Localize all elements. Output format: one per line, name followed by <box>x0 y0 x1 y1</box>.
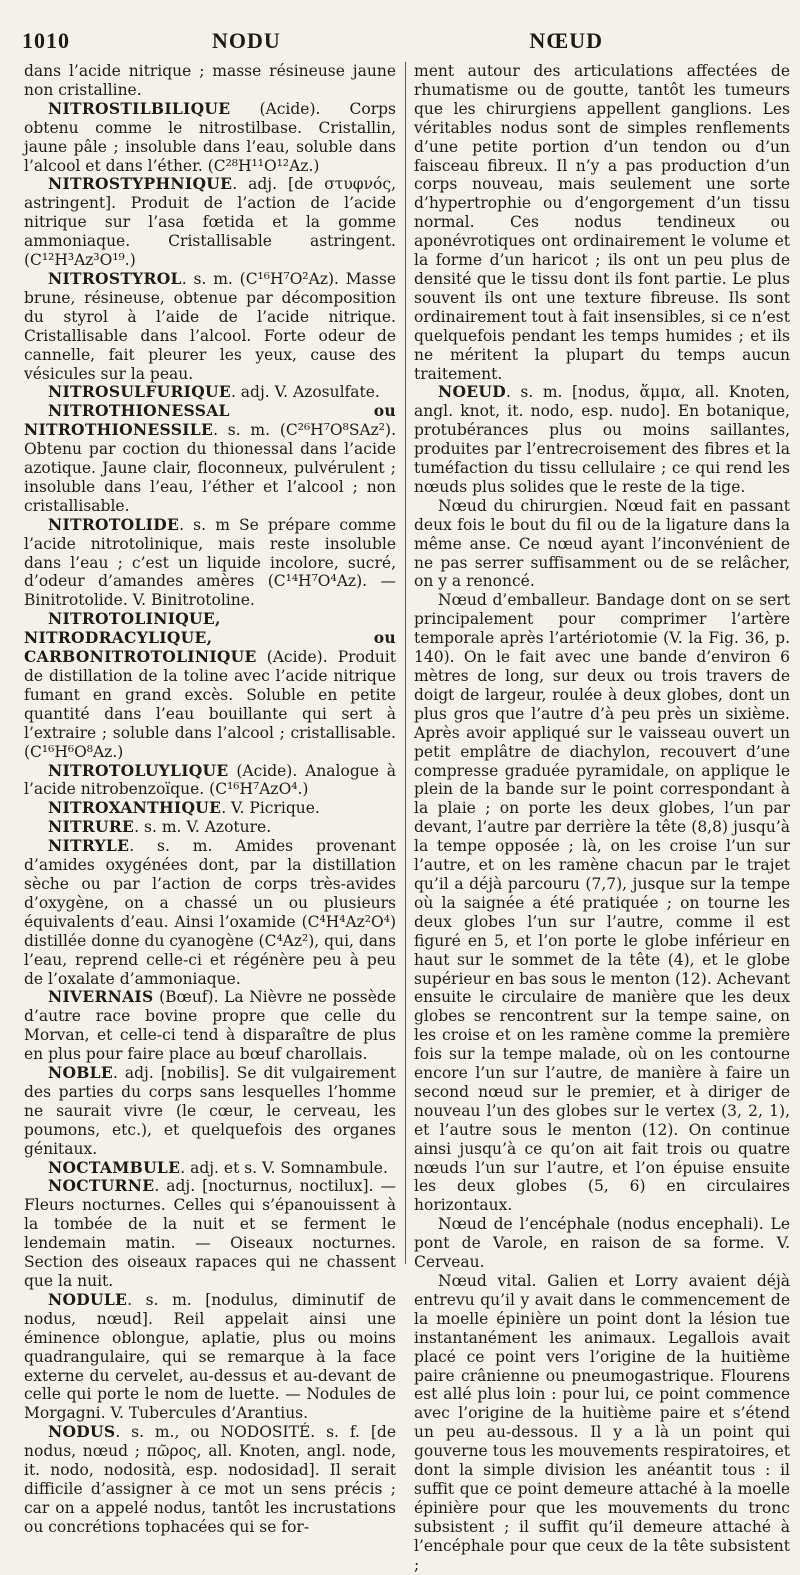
dictionary-entry <box>24 383 396 402</box>
entry-text: Nœud de l’encéphale (nodus encephali). Le pont de Varole, en raison de sa forme. V. Cerveau. <box>414 1215 790 1272</box>
dictionary-entry <box>24 610 396 761</box>
entry-text: . s. m. [nodulus, diminutif de nodus, nœud]. Reil appelait ainsi une éminence oblongue, aplatie, plus ou moins quadrangulaire, qui se remarque à la face externe du cervelet, au-dessus et au-devant de celle qui porte le nom de luette. — Nodules de Morgagni. V. Tubercules d’Arantius. <box>24 1290 396 1423</box>
dictionary-entry <box>24 270 396 383</box>
entry-text: . adj. [nobilis]. Se dit vulgairement des parties du corps sans lesquelles l’homme ne saurait vivre (le cœur, le cerveau, les poumons, etc.), et quelquefois des organes génitaux. <box>24 1064 396 1158</box>
entry-text: (Acide). Analogue à l’acide nitrobenzoïque. (C¹⁶H⁷AzO⁴.) <box>24 761 396 799</box>
entry-text: . V. Picrique. <box>221 799 320 818</box>
left-guide-word: NODU <box>212 28 281 53</box>
dictionary-entry <box>414 1215 790 1272</box>
entry-headword: NITRYLE <box>48 836 130 856</box>
entry-text: . adj. [nocturnus, noctilux]. — Fleurs nocturnes. Celles qui s’épanouissent à la tombée de la nuit et se ferment le lendemain matin. — Oiseaux nocturnes. Section des oiseaux rapaces qui ne chassent que la nuit. <box>24 1177 396 1290</box>
entry-text: (Acide). Corps obtenu comme le nitrostilbase. Cristallin, jaune pâle ; insoluble dans l’eau, soluble dans l’alcool et dans l’éther. (C²⁸H¹¹O¹²Az.) <box>24 99 396 175</box>
entry-headword: NITROSTILBILIQUE <box>48 98 231 118</box>
dictionary-entry <box>24 799 396 818</box>
entry-headword: NITROSTYROL <box>48 268 182 288</box>
entry-text: . s. m. (C¹⁶H⁷O²Az). Masse brune, résineuse, obtenue par décomposition du styrol à l’aide de l’acide nitrique. Cristallisable dans l’alcool. Forte odeur de cannelle, fait pleurer les yeux, cause des vésicules sur la peau. <box>24 269 396 383</box>
entry-text: ment autour des articulations affectées de rhumatisme ou de goutte, tantôt les tumeurs que les chirurgiens appellent ganglions. Les véritables nodus sont de simples renflements d’une petite portion d’un tendon ou d’un faisceau fibreux. Il n’y a pas production d’un corps nouveau, mais seulement une sorte d’hypertrophie ou d’engorgement d’un tissu normal. Ces nodus tendineux ou aponévrotiques ont ordinairement le volume et la forme d’un haricot ; ils ont un peu plus de densité que le tissu dont ils font partie. Le plus souvent ils ont une texture fibreuse. Ils sont ordinairement tout à fait insensibles, si ce n’est quelquefois pendant les temps humides ; et ils ne méritent la plupart du temps aucun traitement. <box>414 62 790 383</box>
dictionary-entry <box>414 383 790 496</box>
entry-headword: NITROTOLUYLIQUE <box>48 760 229 780</box>
entry-headword: NITROXANTHIQUE <box>48 798 222 818</box>
dictionary-entry <box>24 516 396 611</box>
entry-text: . adj. V. Azosulfate. <box>230 383 380 402</box>
entry-text: . s. m. [nodus, ἅμμα, all. Knoten, angl. knot, it. nodo, esp. nudo]. En botanique, protubérances plus ou moins saillantes, produites par l’entrecroisement des fibres et la tuméfaction du tissu cellulaire ; ce qui rend les nœuds plus solides que le reste de la tige. <box>414 383 790 496</box>
entry-text: . s. m Se prépare comme l’acide nitrotolinique, mais reste insoluble dans l’eau ; c’est un liquide incolore, sucré, d’odeur d’amandes amères (C¹⁴H⁷O⁴Az). — Binitrotolide. V. Binitrotoline. <box>24 515 396 610</box>
entry-headword: NITROSULFURIQUE <box>48 382 231 402</box>
entry-text: Nœud du chirurgien. Nœud fait en passant deux fois le bout du fil ou de la ligature dans la même anse. Ce nœud ayant l’inconvénient de ne pas serrer suffisamment ou de se relâcher, on y a renoncé. <box>414 496 790 591</box>
entry-headword: NOCTAMBULE <box>48 1157 181 1177</box>
entry-text: . adj. et s. V. Somnambule. <box>180 1158 388 1177</box>
dictionary-entry <box>24 100 396 176</box>
dictionary-entry <box>24 1159 396 1178</box>
entry-text: . s. m. (C²⁶H⁷O⁸SAz²). Obtenu par coction du thionessal dans l’acide azotique. Jaune clair, floconneux, pulvérulent ; insoluble dans l’eau, l’éther et l’alcool ; non cristallisable. <box>24 421 396 515</box>
dictionary-entry <box>24 1423 396 1536</box>
entry-headword: NODULE <box>48 1289 128 1309</box>
dictionary-entry <box>24 175 396 270</box>
entry-text: . s. m. Amides provenant d’amides oxygénées dont, par la distillation sèche ou par l’action de corps très-avides d’oxygène, on a chassé un ou plusieurs équivalents d’eau. Ainsi l’oxamide (C⁴H⁴Az²O⁴) distillée donne du cyanogène (C⁴Az²), qui, dans l’eau, reprend celle-ci et régénère peu à peu de l’oxalate d’ammoniaque. <box>24 837 396 988</box>
left-column <box>24 62 396 1536</box>
entry-text: Nœud vital. Galien et Lorry avaient déjà entrevu qu’il y avait dans le commencement de la moelle épinière un point dont la lésion tue instantanément les animaux. Legallois avait placé ce point vers l’origine de la huitième paire crânienne ou pneumogastrique. Flourens est allé plus loin : pour lui, ce point commence avec l’origine de la huitième paire et s’étend un peu au-dessous. Il y a là un point qui gouverne tous les mouvements respiratoires, et dont la simple division les anéantit tous : il suffit que ce point demeure attaché à la moelle épinière pour que les mouvements du tronc subsistent ; il suffit qu’il demeure attaché à l’encéphale pour que ceux de la tête subsistent ; <box>414 1272 790 1574</box>
dictionary-entry <box>414 591 790 1215</box>
page-number: 1010 <box>22 28 70 53</box>
entry-headword: NITROTHIONESSAL ou NITROTHIONESSILE <box>24 401 396 440</box>
entry-headword: NITROTOLINIQUE, NITRODRACYLIQUE, ou CARBONITROTOLINIQUE <box>24 609 396 667</box>
entry-text: Nœud d’emballeur. Bandage dont on se sert principalement pour comprimer l’artère temporale après l’artériotomie (V. la Fig. 36, p. 140). On le fait avec une bande d’environ 6 mètres de long, sur deux ou trois travers de doigt de largeur, roulée à deux globes, dont un plus gros que l’autre d’à peu près un sixième. Après avoir appliqué sur le vaisseau ouvert un petit emplâtre de diachylon, recouvert d’une compresse graduée pyramidale, on applique le plein de la bande sur le point correspondant à la plaie ; on porte les deux globes, l’un par devant, l’autre par derrière la tête (8,8) jusqu’à la tempe opposée ; là, on les croise l’un sur l’autre, et on les ramène chacun par le trajet qu’il a déjà parcouru (7,7), jusque sur la tempe où la saignée a été pratiquée ; on tourne les deux globes l’un sur l’autre, comme il est figuré en 5, et l’on porte le globe inférieur en haut sur le sommet de la tête (4), et le globe supérieur en bas sous le menton (12). Achevant ensuite le circulaire de manière que les deux globes se rencontrent sur la tempe saine, on les croise et on les ramène comme la première fois sur la tempe malade, où on les contourne encore l’un sur l’autre, de manière à faire un second nœud sur le premier, et à diriger de nouveau l’un des globes sur le vertex (3, 2, 1), et l’autre sous le menton (12). On continue ainsi jusqu’à ce qu’on ait fait trois ou quatre nœuds l’un sur l’autre, et l’on épuise ensuite les deux globes (5, 6) en circulaires horizontaux. <box>414 591 790 1215</box>
dictionary-entry <box>414 1272 790 1575</box>
entry-headword: NITRURE <box>48 817 135 837</box>
entry-text: . s. m. V. Azoture. <box>134 818 272 837</box>
dictionary-entry <box>24 1291 396 1423</box>
dictionary-entry <box>24 62 396 100</box>
entry-text: . s. m., ou NODOSITÉ. s. f. [de nodus, nœud ; πῶρος, all. Knoten, angl. node, it. nodo, nodosità, esp. nodosidad]. Il serait difficile d’assigner à ce mot un sens précis ; car on a appelé nodus, tantôt les incrustations ou concrétions tophacées qui se for- <box>24 1423 396 1536</box>
entry-text: dans l’acide nitrique ; masse résineuse jaune non cristalline. <box>24 62 396 99</box>
entry-headword: NOEUD <box>438 382 506 402</box>
dictionary-entry <box>24 762 396 800</box>
dictionary-entry <box>24 818 396 837</box>
right-guide-word: NŒUD <box>529 28 603 53</box>
entry-headword: NOCTURNE <box>48 1176 155 1196</box>
entry-text: . adj. [de στυφνός, astringent]. Produit de l’action de l’acide nitrique sur l’asa fœtida et la gomme ammoniaque. Cristallisable astringent. (C¹²H³Az³O¹⁹.) <box>24 175 396 270</box>
dictionary-entry <box>24 1177 396 1290</box>
entry-headword: NOBLE <box>48 1063 113 1083</box>
dictionary-entry <box>24 837 396 988</box>
dictionary-entry <box>24 1064 396 1159</box>
dictionary-entry <box>414 497 790 592</box>
dictionary-entry <box>414 62 790 383</box>
entry-headword: NODUS <box>48 1422 116 1442</box>
dictionary-entry <box>24 402 396 515</box>
dictionary-entry <box>24 988 396 1064</box>
entry-headword: NITROSTYPHNIQUE <box>48 174 233 194</box>
entry-headword: NITROTOLIDE <box>48 514 180 534</box>
running-header <box>22 26 778 54</box>
right-column <box>414 62 790 1574</box>
entry-text: (Acide). Produit de distillation de la toline avec l’acide nitrique fumant en grand excès. Soluble en petite quantité dans l’eau bouillante qui sert à l’extraire ; soluble dans l’alcool ; cristallisable. (C¹⁶H⁶O⁸Az.) <box>24 648 396 761</box>
entry-headword: NIVERNAIS <box>48 987 154 1007</box>
column-divider <box>405 62 406 1264</box>
entry-text: (Bœuf). La Nièvre ne possède d’autre race bovine propre que celle du Morvan, et celle-ci tend à disparaître de plus en plus pour faire place au bœuf charollais. <box>24 988 396 1064</box>
